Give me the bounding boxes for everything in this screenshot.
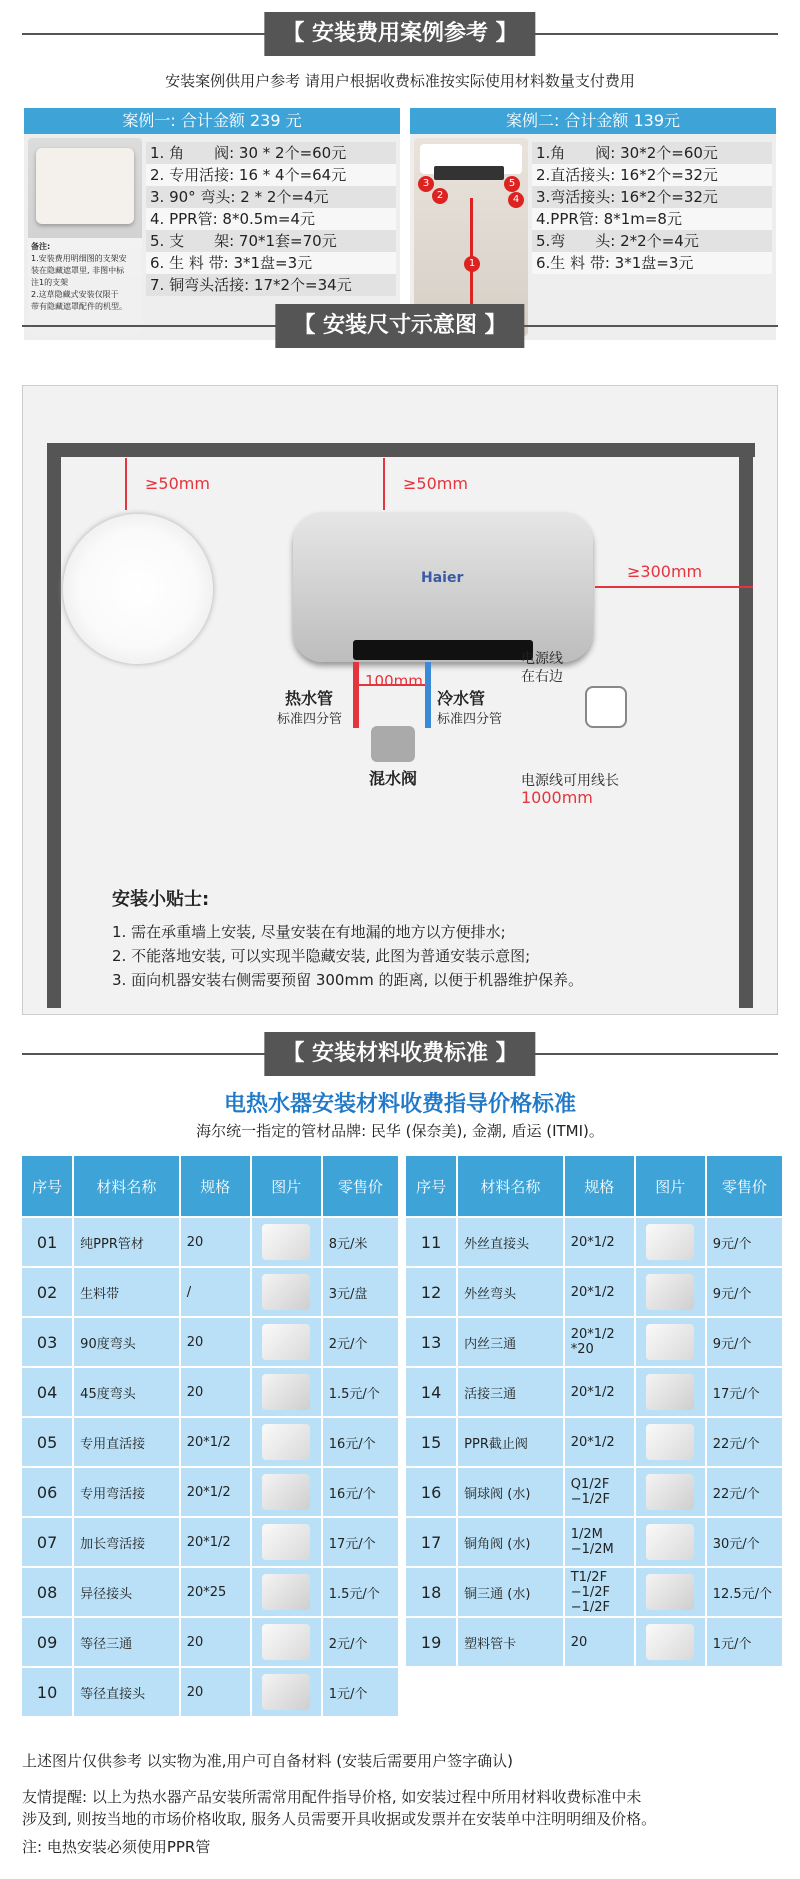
table-row: 14 活接三通 20*1/2 17元/个: [406, 1368, 782, 1416]
material-image: [646, 1274, 694, 1310]
tip-item: 3. 面向机器安装右侧需要预留 300mm 的距离, 以便于机器维护保养。: [112, 971, 584, 989]
price-table-left: 序号 材料名称 规格 图片 零售价 01 纯PPR管材 20 8元/米 02 生料带 / 3元/盘 03 90度弯头 20 2元/个 04 45度弯头 20 1.5元/个 05 专用直活接 20*1/2 16元/个 06 专用弯活接 20*1/2 16元/个 07 加长弯活接 20*1/2 17元/个 08 异径接头 20*25 1.5元/个 09 等径三通 20 2元/个 10 等径直接头 20 1元/个: [20, 1154, 400, 1718]
marker-3: 3: [418, 176, 434, 192]
section-title-size-diagram: 【 安装尺寸示意图 】: [0, 304, 800, 348]
list-item: 2.直活接头: 16*2个=32元: [532, 164, 772, 186]
marker-1: 1: [464, 256, 480, 272]
power-socket: [585, 686, 627, 728]
table-row: 04 45度弯头 20 1.5元/个: [22, 1368, 398, 1416]
list-item: 6.生 料 带: 3*1盘=3元: [532, 252, 772, 274]
note-reminder-1: 友情提醒: 以上为热水器产品安装所需常用配件指导价格, 如安装过程中所用材料收费标准中未: [22, 1788, 642, 1806]
power-side-label: 电源线 在右边: [521, 651, 563, 685]
table-row: 07 加长弯活接 20*1/2 17元/个: [22, 1518, 398, 1566]
cold-pipe-sub: 标准四分管: [437, 712, 503, 727]
table-row: 08 异径接头 20*25 1.5元/个: [22, 1568, 398, 1616]
marker-2: 2: [432, 188, 448, 204]
gap-top-label: ≥50mm: [403, 474, 468, 493]
wall-top: [47, 443, 755, 457]
ceiling-light: [63, 514, 213, 664]
table-row: 16 铜球阀 (水) Q1/2F −1/2F 22元/个: [406, 1468, 782, 1516]
wall-left: [47, 443, 61, 1008]
hot-pipe-label: 热水管: [285, 689, 334, 708]
tip-item: 1. 需在承重墙上安装, 尽量安装在有地漏的地方以方便排水;: [112, 923, 506, 941]
gap-left-label: ≥50mm: [145, 474, 210, 493]
marker-5: 5: [504, 176, 520, 192]
tip-item: 2. 不能落地安装, 可以实现半隐藏安装, 此图为普通安装示意图;: [112, 947, 531, 965]
material-image: [646, 1424, 694, 1460]
material-image: [262, 1574, 310, 1610]
material-image: [262, 1524, 310, 1560]
list-item: 1. 角 阀: 30 * 2个=60元: [146, 142, 396, 164]
gap-right-label: ≥300mm: [627, 562, 703, 581]
list-item: 6. 生 料 带: 3*1盘=3元: [146, 252, 396, 274]
material-image: [646, 1324, 694, 1360]
mixer-valve: [371, 726, 415, 762]
table-row: 19 塑料管卡 20 1元/个: [406, 1618, 782, 1666]
heater-brand: Haier: [421, 570, 464, 586]
list-item: 4.PPR管: 8*1m=8元: [532, 208, 772, 230]
note-ppr: 注: 电热安装必须使用PPR管: [22, 1838, 211, 1856]
fee-cases-subtitle: 安装案例供用户参考 请用户根据收费标准按实际使用材料数量支付费用: [165, 72, 635, 90]
material-image: [262, 1374, 310, 1410]
list-item: 5.弯 头: 2*2个=4元: [532, 230, 772, 252]
table-row: 03 90度弯头 20 2元/个: [22, 1318, 398, 1366]
case-one-note: 备注: 1.安装费用明细图的支架安 装在隐藏遮罩里, 非图中标 注1的支架 2.这草隐藏式安装仅限于 带有隐藏遮罩配件的机型。: [28, 238, 142, 336]
material-image: [262, 1224, 310, 1260]
material-image: [262, 1274, 310, 1310]
power-len-value: 1000mm: [521, 788, 593, 807]
case-one-items: [146, 142, 396, 296]
material-image: [262, 1324, 310, 1360]
section-title-fee-cases: 【 安装费用案例参考 】: [0, 12, 800, 56]
table-row: 15 PPR截止阀 20*1/2 22元/个: [406, 1418, 782, 1466]
material-image: [646, 1574, 694, 1610]
table-row: 18 铜三通 (水) T1/2F −1/2F −1/2F 12.5元/个: [406, 1568, 782, 1616]
table-row: 06 专用弯活接 20*1/2 16元/个: [22, 1468, 398, 1516]
power-len-label: 电源线可用线长: [521, 773, 619, 789]
list-item: 7. 铜弯头活接: 17*2个=34元: [146, 274, 396, 296]
table-row: 13 内丝三通 20*1/2 *20 9元/个: [406, 1318, 782, 1366]
marker-4: 4: [508, 192, 524, 208]
water-heater: [293, 512, 593, 662]
table-row: 17 铜角阀 (水) 1/2M −1/2M 30元/个: [406, 1518, 782, 1566]
material-image: [646, 1624, 694, 1660]
note-reminder-2: 涉及到, 则按当地的市场价格收取, 服务人员需要开具收据或发票并在安装单中注明明细及价格。: [22, 1810, 657, 1828]
material-image: [262, 1474, 310, 1510]
table-row: 01 纯PPR管材 20 8元/米: [22, 1218, 398, 1266]
material-image: [646, 1474, 694, 1510]
list-item: 3. 90° 弯头: 2 * 2个=4元: [146, 186, 396, 208]
table-row: 10 等径直接头 20 1元/个: [22, 1668, 398, 1716]
list-item: 4. PPR管: 8*0.5m=4元: [146, 208, 396, 230]
material-image: [646, 1524, 694, 1560]
cold-pipe-label: 冷水管: [437, 689, 486, 708]
table-title: 电热水器安装材料收费指导价格标准: [223, 1092, 576, 1117]
list-item: 3.弯活接头: 16*2个=32元: [532, 186, 772, 208]
section-title-material-fees: 【 安装材料收费标准 】: [0, 1032, 800, 1076]
brand-line: 海尔统一指定的管材品牌: 民华 (保奈美), 金潮, 盾运 (ITMI)。: [196, 1122, 604, 1140]
case-one-header: 案例一: 合计金额 239 元: [24, 108, 400, 134]
material-image: [262, 1624, 310, 1660]
case-two-header: 案例二: 合计金额 139元: [410, 108, 776, 134]
material-image: [262, 1674, 310, 1710]
price-table-right: 序号 材料名称 规格 图片 零售价 11 外丝直接头 20*1/2 9元/个 12 外丝弯头 20*1/2 9元/个 13 内丝三通 20*1/2 *20 9元/个 14 活接三通 20*1/2 17元/个 15 PPR截止阀 20*1/2 22元/个 16 铜球阀 (水) Q1/2F −1/2F 22元/个 17 铜角阀 (水) 1/2M −1/2M 30元/个 18 铜三通 (水) T1/2F −1/2F −1/2F 12.5元/个 19 塑料管卡 20 1元/个: [404, 1154, 784, 1668]
material-image: [262, 1424, 310, 1460]
table-row: 11 外丝直接头 20*1/2 9元/个: [406, 1218, 782, 1266]
table-row: 09 等径三通 20 2元/个: [22, 1618, 398, 1666]
heater-display: [353, 640, 533, 660]
table-row: 12 外丝弯头 20*1/2 9元/个: [406, 1268, 782, 1316]
note-reference: 上述图片仅供参考 以实物为准,用户可自备材料 (安装后需要用户签字确认): [22, 1752, 514, 1770]
table-row: 05 专用直活接 20*1/2 16元/个: [22, 1418, 398, 1466]
case-two-items: [532, 142, 772, 274]
material-image: [646, 1374, 694, 1410]
hot-pipe-sub: 标准四分管: [277, 712, 343, 727]
wall-right: [739, 443, 753, 1008]
install-tips: 安装小贴士: 1. 需在承重墙上安装, 尽量安装在有地漏的地方以方便排水; 2. 不能落地安装, 可以实现半隐藏安装, 此图为普通安装示意图; 3. 面向机器安装右侧需要预留 300mm 的距离, 以便于机器维护保养。: [112, 888, 583, 992]
list-item: 5. 支 架: 70*1套=70元: [146, 230, 396, 252]
mixer-label: 混水阀: [369, 769, 418, 788]
list-item: 2. 专用活接: 16 * 4个=64元: [146, 164, 396, 186]
material-image: [646, 1224, 694, 1260]
pipe-gap-label: 100mm: [365, 672, 423, 690]
table-row: 02 生料带 / 3元/盘: [22, 1268, 398, 1316]
list-item: 1.角 阀: 30*2个=60元: [532, 142, 772, 164]
